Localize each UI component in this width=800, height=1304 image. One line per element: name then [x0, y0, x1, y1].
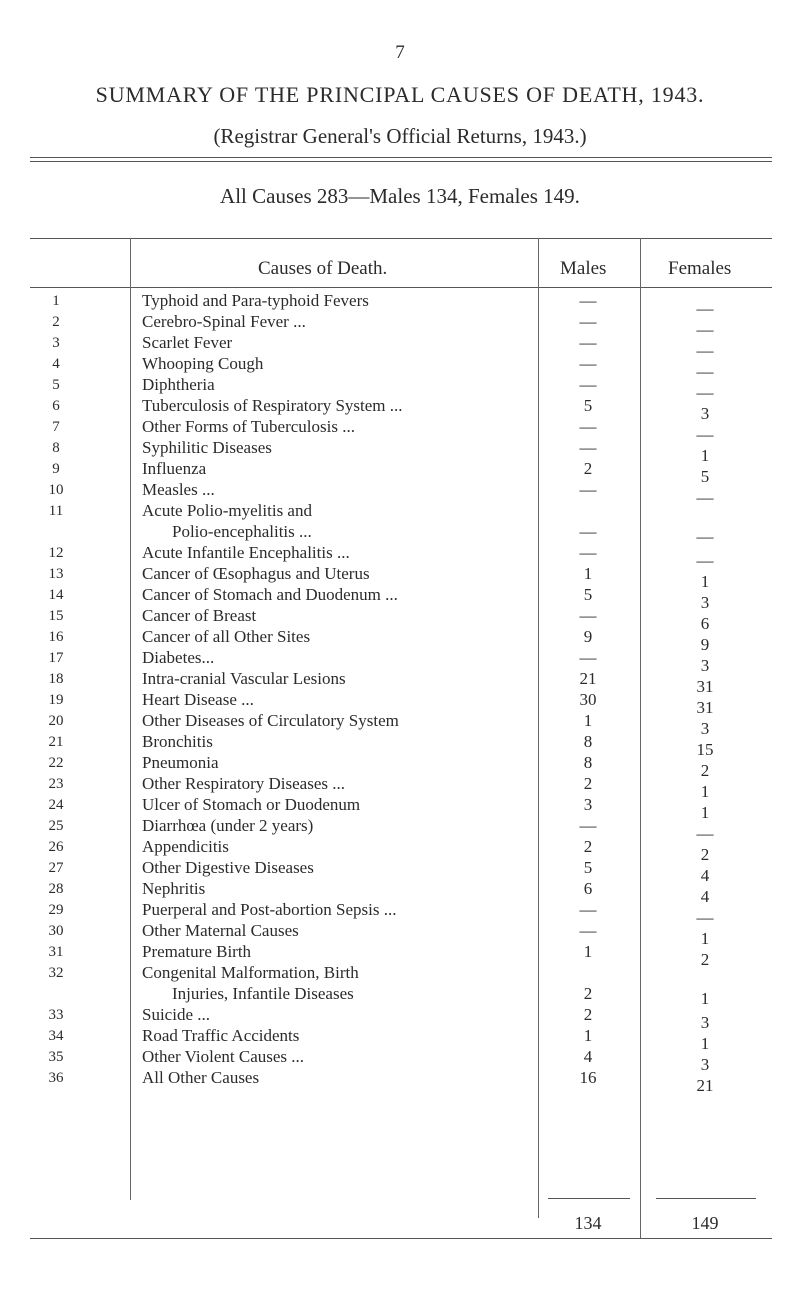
cause-cell: [142, 1067, 522, 1088]
table-row: [0, 311, 800, 339]
cause-cell: [142, 374, 522, 395]
males-cell: —: [579, 522, 597, 541]
males-cell: 21: [579, 669, 597, 688]
males-cell: —: [579, 480, 597, 499]
cause-cell: [142, 752, 522, 773]
table-row: [0, 605, 800, 633]
cause-text: Suicide ...: [142, 1005, 210, 1024]
females-cell: 6: [700, 614, 710, 633]
table-row: [0, 899, 800, 927]
males-cell: 6: [583, 879, 593, 898]
females-cell: —: [696, 824, 714, 843]
row-number: 35: [48, 1049, 64, 1065]
table-row: [0, 920, 800, 948]
row-number: 29: [48, 902, 64, 918]
row-number: 1: [52, 293, 60, 309]
row-number: 23: [48, 776, 64, 792]
females-cell: —: [696, 383, 714, 402]
cause-cell: [142, 689, 522, 710]
cause-text: Syphilitic Diseases: [142, 438, 272, 457]
table-row: [0, 857, 800, 885]
cause-text: Influenza: [142, 459, 207, 478]
females-cell: 1: [700, 1034, 710, 1053]
table-row: [0, 815, 800, 843]
cause-text: Other Forms of Tuberculosis ...: [142, 417, 355, 436]
males-cell: —: [579, 291, 597, 310]
cause-cell: [142, 290, 522, 311]
table-row: [0, 479, 800, 507]
cause-text: Scarlet Fever: [142, 333, 233, 352]
cause-cell: [142, 836, 522, 857]
females-cell: 4: [700, 866, 710, 885]
row-number: 5: [52, 377, 60, 393]
males-cell: 5: [583, 585, 593, 604]
table-row: [0, 878, 800, 906]
males-cell: —: [579, 438, 597, 457]
females-cell: 31: [696, 698, 714, 717]
table-row: [0, 290, 800, 318]
females-cell: 3: [700, 656, 710, 675]
males-cell: —: [579, 900, 597, 919]
females-cell: 1: [700, 572, 710, 591]
table-row: [0, 437, 800, 465]
cause-text: Ulcer of Stomach or Duodenum: [142, 795, 361, 814]
cause-cell: [142, 857, 522, 878]
females-cell: —: [696, 341, 714, 360]
row-number: 19: [48, 692, 64, 708]
cause-cell: [142, 878, 522, 899]
row-number: 6: [52, 398, 60, 414]
cause-cell: [142, 815, 522, 836]
females-cell: 1: [700, 782, 710, 801]
table-row: [0, 731, 800, 759]
row-number: 4: [52, 356, 60, 372]
females-cell: —: [696, 908, 714, 927]
females-cell: —: [696, 488, 714, 507]
cause-text: Pneumonia: [142, 753, 219, 772]
females-cell: 3: [700, 1013, 710, 1032]
cause-cell: [142, 500, 522, 542]
females-cell: 9: [700, 635, 710, 654]
table-row: [0, 374, 800, 402]
causes-table-body: [0, 290, 800, 1095]
males-cell: 2: [583, 984, 593, 1003]
total-rule-females: [656, 1198, 756, 1199]
table-row: [0, 1046, 800, 1074]
row-number: 33: [48, 1007, 64, 1023]
row-number: 17: [48, 650, 64, 666]
males-cell: —: [579, 816, 597, 835]
cause-text: Diabetes...: [142, 648, 215, 667]
row-number: 12: [48, 545, 64, 561]
cause-text: Cerebro-Spinal Fever ...: [142, 312, 306, 331]
cause-cell: [142, 773, 522, 794]
cause-cell: [142, 416, 522, 437]
header-under-rule: [30, 287, 772, 288]
males-cell: —: [579, 354, 597, 373]
cause-cell: [142, 962, 522, 1004]
cause-cell: [142, 563, 522, 584]
males-cell: —: [579, 921, 597, 940]
cause-text: Cancer of Œsophagus and Uterus: [142, 564, 370, 583]
males-cell: 8: [583, 753, 593, 772]
table-row: [0, 542, 800, 570]
row-number: 9: [52, 461, 60, 477]
males-cell: 5: [583, 396, 593, 415]
row-number: 28: [48, 881, 64, 897]
females-cell: 1: [700, 989, 710, 1008]
females-cell: 1: [700, 803, 710, 822]
males-cell: 1: [583, 1026, 593, 1045]
table-bottom-rule: [30, 1238, 772, 1239]
cause-cell: [142, 1046, 522, 1067]
cause-cell: [142, 437, 522, 458]
table-row: [0, 626, 800, 654]
cause-text: Other Violent Causes ...: [142, 1047, 305, 1066]
cause-text: Other Respiratory Diseases ...: [142, 774, 346, 793]
row-number: 25: [48, 818, 64, 834]
row-number: 8: [52, 440, 60, 456]
double-rule-bottom: [30, 161, 772, 162]
table-row: [0, 710, 800, 738]
males-cell: —: [579, 606, 597, 625]
table-row: [0, 647, 800, 675]
cause-text: Diphtheria: [142, 375, 215, 394]
row-number: 24: [48, 797, 64, 813]
row-number: 3: [52, 335, 60, 351]
table-row: [0, 794, 800, 822]
males-cell: 4: [583, 1047, 593, 1066]
table-row: [0, 500, 800, 546]
cause-text: Puerperal and Post-abortion Sepsis ...: [142, 900, 397, 919]
table-row: [0, 1067, 800, 1095]
cause-cell: [142, 899, 522, 920]
page-subtitle: (Registrar General's Official Returns, 1943.): [213, 124, 587, 148]
table-row: [0, 416, 800, 444]
females-cell: —: [696, 299, 714, 318]
table-row: [0, 962, 800, 1008]
cause-cell: [142, 920, 522, 941]
row-number: 30: [48, 923, 64, 939]
cause-cell: [142, 542, 522, 563]
table-row: [0, 458, 800, 486]
total-males: 134: [574, 1213, 602, 1233]
cause-text-continued: Injuries, Infantile Diseases: [172, 984, 354, 1003]
males-cell: —: [579, 333, 597, 352]
cause-text: Other Digestive Diseases: [142, 858, 314, 877]
males-cell: 2: [583, 774, 593, 793]
males-cell: 1: [583, 942, 593, 961]
cause-text: Whooping Cough: [142, 354, 264, 373]
females-cell: 2: [700, 845, 710, 864]
females-cell: —: [696, 362, 714, 381]
row-number: 36: [48, 1070, 64, 1086]
females-cell: 1: [700, 929, 710, 948]
females-cell: —: [696, 320, 714, 339]
females-cell: 3: [700, 593, 710, 612]
double-rule-top: [30, 157, 772, 158]
females-cell: —: [696, 425, 714, 444]
table-row: [0, 1004, 800, 1032]
table-row: [0, 1025, 800, 1053]
males-cell: —: [579, 543, 597, 562]
cause-text: Other Diseases of Circulatory System: [142, 711, 399, 730]
cause-cell: [142, 458, 522, 479]
cause-text: Cancer of Stomach and Duodenum ...: [142, 585, 398, 604]
males-cell: 3: [583, 795, 593, 814]
cause-cell: [142, 626, 522, 647]
row-number: 26: [48, 839, 64, 855]
row-number: 22: [48, 755, 64, 771]
cause-text: Heart Disease ...: [142, 690, 254, 709]
cause-text: All Other Causes: [142, 1068, 260, 1087]
table-row: [0, 563, 800, 591]
cause-cell: [142, 395, 522, 416]
cause-text: Premature Birth: [142, 942, 252, 961]
males-cell: 1: [583, 711, 593, 730]
cause-text: Appendicitis: [142, 837, 229, 856]
cause-cell: [142, 353, 522, 374]
cause-cell: [142, 731, 522, 752]
females-cell: 31: [696, 677, 714, 696]
cause-text: Road Traffic Accidents: [142, 1026, 300, 1045]
females-cell: 1: [700, 446, 710, 465]
row-number: 13: [48, 566, 64, 582]
row-number: 2: [52, 314, 60, 330]
table-row: [0, 941, 800, 969]
cause-cell: [142, 311, 522, 332]
table-row: [0, 353, 800, 381]
cause-text: Acute Infantile Encephalitis ...: [142, 543, 350, 562]
females-cell: —: [696, 551, 714, 570]
females-cell: 5: [700, 467, 710, 486]
cause-text: Intra-cranial Vascular Lesions: [142, 669, 346, 688]
males-cell: 30: [579, 690, 597, 709]
table-row: [0, 584, 800, 612]
cause-text: Cancer of all Other Sites: [142, 627, 311, 646]
cause-cell: [142, 1025, 522, 1046]
males-cell: —: [579, 648, 597, 667]
males-cell: 8: [583, 732, 593, 751]
cause-cell: [142, 668, 522, 689]
cause-cell: [142, 647, 522, 668]
total-rule-males: [548, 1198, 630, 1199]
cause-cell: [142, 605, 522, 626]
row-number: 27: [48, 860, 64, 876]
cause-text: Bronchitis: [142, 732, 213, 751]
males-cell: —: [579, 375, 597, 394]
cause-cell: [142, 584, 522, 605]
females-cell: 21: [696, 1076, 714, 1095]
females-cell: 2: [700, 950, 710, 969]
cause-cell: [142, 1004, 522, 1025]
page-title: SUMMARY OF THE PRINCIPAL CAUSES OF DEATH, 1943.: [95, 82, 705, 107]
females-cell: 15: [696, 740, 714, 759]
row-number: 16: [48, 629, 64, 645]
row-number: 7: [52, 419, 60, 435]
females-cell: 3: [700, 404, 710, 423]
table-row: [0, 752, 800, 780]
cause-text: Nephritis: [142, 879, 206, 898]
page-number: 7: [395, 42, 405, 63]
males-cell: 5: [583, 858, 593, 877]
header-males: Males: [560, 258, 607, 279]
males-cell: 16: [579, 1068, 597, 1087]
cause-cell: [142, 479, 522, 500]
table-row: [0, 773, 800, 801]
row-number: 10: [48, 482, 64, 498]
header-females: Females: [668, 258, 732, 279]
females-cell: 2: [700, 761, 710, 780]
row-number: 21: [48, 734, 64, 750]
cause-text: Tuberculosis of Respiratory System ...: [142, 396, 403, 415]
total-females: 149: [691, 1213, 719, 1233]
cause-text: Congenital Malformation, Birth: [142, 963, 359, 982]
cause-text: Typhoid and Para-typhoid Fevers: [142, 291, 369, 310]
row-number: 34: [48, 1028, 64, 1044]
row-number: 31: [48, 944, 64, 960]
row-number: 18: [48, 671, 64, 687]
males-cell: 1: [583, 564, 593, 583]
row-number: 15: [48, 608, 64, 624]
cause-text: Diarrhœa (under 2 years): [142, 816, 314, 835]
females-cell: 4: [700, 887, 710, 906]
females-cell: —: [696, 527, 714, 546]
females-cell: 3: [700, 1055, 710, 1074]
cause-text: Cancer of Breast: [142, 606, 257, 625]
table-row: [0, 395, 800, 423]
males-cell: —: [579, 312, 597, 331]
males-cell: —: [579, 417, 597, 436]
males-cell: 9: [583, 627, 593, 646]
table-row: [0, 668, 800, 696]
row-number: 14: [48, 587, 64, 603]
header-causes: Causes of Death.: [258, 258, 388, 279]
cause-cell: [142, 710, 522, 731]
row-number: 11: [48, 503, 64, 519]
table-row: [0, 689, 800, 717]
table-row: [0, 332, 800, 360]
cause-cell: [142, 332, 522, 353]
cause-cell: [142, 941, 522, 962]
row-number: 32: [48, 965, 64, 981]
row-number: 20: [48, 713, 64, 729]
cause-text: Acute Polio-myelitis and: [142, 501, 312, 520]
males-cell: 2: [583, 1005, 593, 1024]
cause-text-continued: Polio-encephalitis ...: [172, 522, 312, 541]
cause-text: Measles ...: [142, 480, 215, 499]
cause-cell: [142, 794, 522, 815]
males-cell: 2: [583, 837, 593, 856]
cause-text: Other Maternal Causes: [142, 921, 299, 940]
table-row: [0, 836, 800, 864]
females-cell: 3: [700, 719, 710, 738]
table-top-rule: [30, 238, 772, 239]
males-cell: 2: [583, 459, 593, 478]
all-causes-summary: All Causes 283—Males 134, Females 149.: [220, 184, 580, 208]
